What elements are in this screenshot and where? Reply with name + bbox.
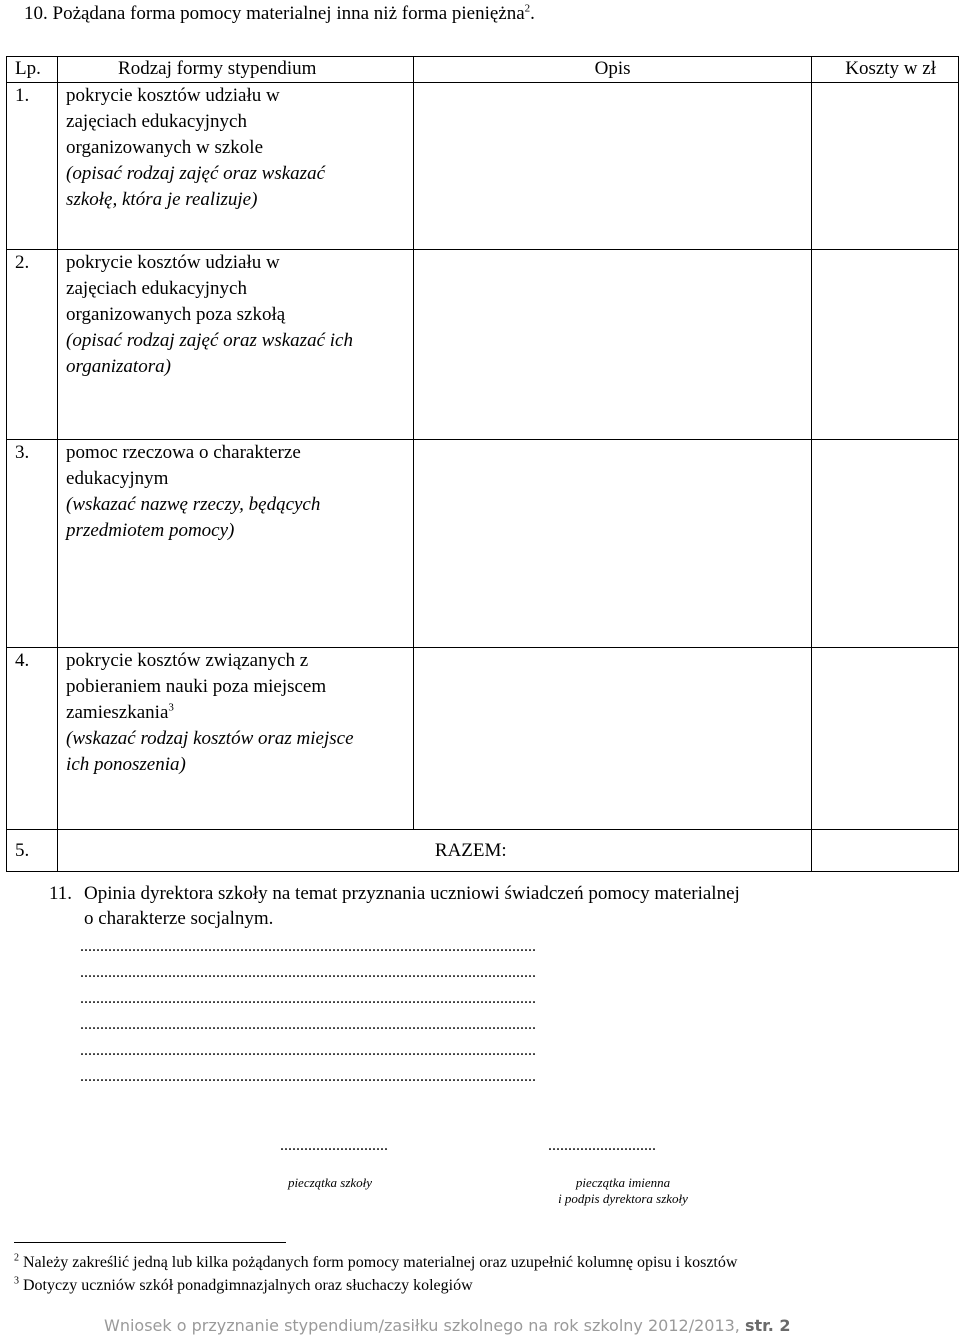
row-cost-field[interactable] <box>811 648 958 830</box>
section-10-heading: 10. Pożądana forma pomocy materialnej inna niż forma pieniężna$^2$. <box>24 2 535 24</box>
director-stamp-label: pieczątka imienna i podpis dyrektora szkoły <box>558 1175 688 1206</box>
table-row <box>7 250 959 440</box>
opinion-line-6[interactable]: .................................................................................................................. <box>80 1068 536 1085</box>
director-stamp-line[interactable]: ........................... <box>548 1137 656 1154</box>
row-description-field[interactable] <box>414 250 811 440</box>
row-type: pomoc rzeczowa o charakterze edukacyjnym (wskazać nazwę rzeczy, będących przedmiotem pomocy) <box>58 440 414 648</box>
header-lp: Lp. <box>7 57 58 83</box>
header-rodzaj: Rodzaj formy stypendium <box>58 57 414 83</box>
row-description-field[interactable] <box>414 83 811 250</box>
school-stamp-label: pieczątka szkoły <box>287 1175 373 1190</box>
footnote-separator <box>14 1242 286 1243</box>
footnote-2: $^2$ Należy zakreślić jedną lub kilka pożądanych form pomocy materialnej oraz uzupełnić kolumnę opisu i kosztów <box>14 1252 738 1271</box>
table-header-row <box>7 57 959 83</box>
row-number: 1. <box>7 83 58 250</box>
opinion-line-4[interactable]: .................................................................................................................. <box>80 1016 536 1033</box>
row-number: 2. <box>7 250 58 440</box>
header-koszty: Koszty w zł <box>811 57 958 83</box>
table-row <box>7 440 959 648</box>
opinion-line-3[interactable]: .................................................................................................................. <box>80 990 536 1007</box>
footnote-3: $^3$ Dotyczy uczniów szkół ponadgimnazjalnych oraz słuchaczy kolegiów <box>14 1275 473 1294</box>
row-cost-field[interactable] <box>811 250 958 440</box>
opinion-line-2[interactable]: .................................................................................................................. <box>80 964 536 981</box>
opinion-line-5[interactable]: .................................................................................................................. <box>80 1042 536 1059</box>
header-opis: Opis <box>414 57 811 83</box>
assistance-form-table <box>6 56 959 872</box>
row-cost-field[interactable] <box>811 440 958 648</box>
school-stamp-line[interactable]: ........................... <box>280 1137 388 1154</box>
table-row <box>7 648 959 830</box>
total-label: RAZEM: <box>414 830 811 872</box>
page-footer: Wniosek o przyznanie stypendium/zasiłku szkolnego na rok szkolny 2012/2013, str. 2 <box>104 1316 791 1335</box>
row-type: pokrycie kosztów związanych z pobieraniem nauki poza miejscem zamieszkania$^3$ (wskazać rodzaj kosztów oraz miejsce ich ponoszenia) <box>58 648 414 830</box>
section-11-heading: 11. Opinia dyrektora szkoły na temat przyznania uczniowi świadczeń pomocy materialnej o charakterze socjalnym. <box>49 883 740 929</box>
table-row <box>7 83 959 250</box>
row-description-field[interactable] <box>414 440 811 648</box>
opinion-line-1[interactable]: .................................................................................................................. <box>80 938 536 955</box>
total-number: 5. <box>7 830 58 872</box>
row-cost-field[interactable] <box>811 83 958 250</box>
row-description-field[interactable] <box>414 648 811 830</box>
row-number: 4. <box>7 648 58 830</box>
row-number: 3. <box>7 440 58 648</box>
table-total-row <box>7 830 959 872</box>
row-type: pokrycie kosztów udziału w zajęciach edukacyjnych organizowanych w szkole (opisać rodzaj zajęć oraz wskazać szkołę, która je realizuje) <box>58 83 414 250</box>
row-type: pokrycie kosztów udziału w zajęciach edukacyjnych organizowanych poza szkołą (opisać rodzaj zajęć oraz wskazać ich organizatora) <box>58 250 414 440</box>
total-cost-field[interactable] <box>811 830 958 872</box>
